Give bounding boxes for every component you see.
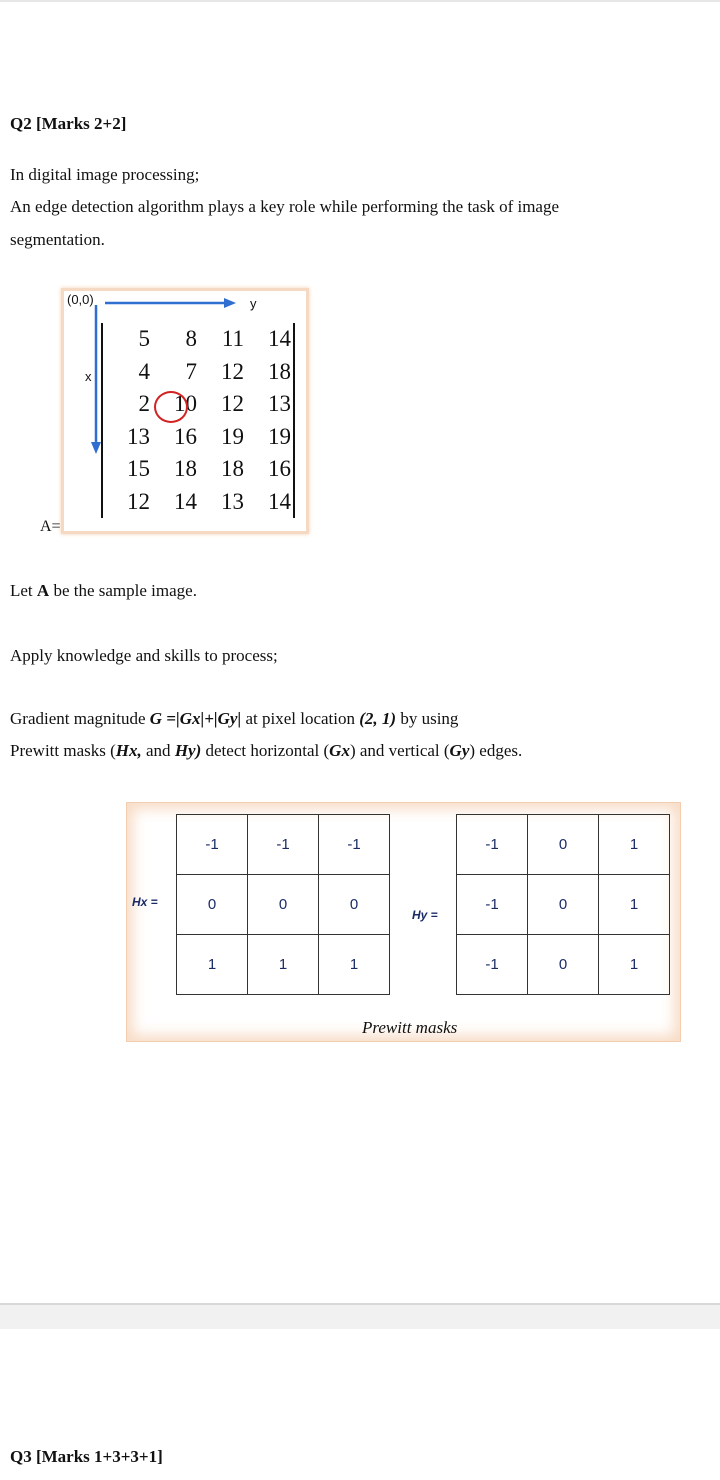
matrix-cell	[244, 424, 291, 450]
matrix-cell	[197, 359, 244, 385]
y-arrow-head	[224, 298, 236, 308]
gradient-suffix: by using	[396, 709, 459, 728]
prewitt-hx: Hx,	[115, 741, 142, 760]
prewitt-d: ) and vertical (	[349, 741, 450, 760]
sample-suffix: be the sample image.	[49, 581, 197, 600]
hx-cell: -1	[248, 815, 319, 875]
highlight-circle	[154, 391, 188, 423]
hy-cell: 1	[599, 815, 670, 875]
prewitt-gy: Gy	[449, 741, 470, 760]
matrix-cell	[244, 489, 291, 515]
matrix-cell	[197, 326, 244, 352]
matrix-value: 16	[268, 456, 291, 482]
prewitt-e: ) edges.	[469, 741, 523, 760]
matrix-cell	[103, 359, 150, 385]
matrix-value: 14	[268, 488, 291, 514]
hx-cell: 0	[248, 875, 319, 935]
hy-label: Hy =	[412, 908, 438, 922]
matrix-cell	[103, 424, 150, 450]
hy-cell: 0	[528, 935, 599, 995]
matrix-cell	[103, 326, 150, 352]
matrix-value: 8	[185, 326, 197, 352]
hx-row	[177, 875, 390, 935]
intro-line-3: segmentation.	[10, 230, 105, 249]
hy-row	[457, 935, 670, 995]
prewitt-b: and	[141, 741, 175, 760]
matrix-value: 11	[221, 326, 244, 352]
hx-cell: 0	[177, 875, 248, 935]
hy-row	[457, 815, 670, 875]
matrix-value: 18	[268, 358, 291, 384]
matrix-cell	[244, 326, 291, 352]
matrix-cell	[103, 456, 150, 482]
matrix-value: 2	[138, 391, 150, 417]
hx-row	[177, 815, 390, 875]
matrix-values	[101, 323, 295, 518]
sample-prefix: Let	[10, 581, 37, 600]
origin-label: (0,0)	[67, 292, 94, 307]
matrix-cell	[244, 391, 291, 417]
matrix-value: 13	[221, 488, 244, 514]
hy-cell: 1	[599, 935, 670, 995]
intro-line-2: An edge detection algorithm plays a key role while performing the task of image	[10, 197, 560, 216]
matrix-cell	[103, 391, 150, 417]
matrix-value: 12	[221, 358, 244, 384]
prewitt-c: detect horizontal (	[201, 741, 330, 760]
matrix-value: 19	[268, 423, 291, 449]
matrix-value: 19	[221, 423, 244, 449]
matrix-cell	[150, 489, 197, 515]
hx-cell: 1	[319, 935, 390, 995]
q2-heading: Q2 [Marks 2+2]	[10, 114, 127, 133]
x-arrow-head	[91, 442, 101, 454]
hy-cell: 0	[528, 875, 599, 935]
hx-row	[177, 935, 390, 995]
sample-bold: A	[36, 581, 50, 600]
matrix-cell	[150, 424, 197, 450]
matrix-row	[103, 421, 293, 454]
matrix-row	[103, 486, 293, 519]
matrix-cell	[197, 489, 244, 515]
prewitt-a: Prewitt masks (	[10, 741, 116, 760]
matrix-value: 14	[268, 326, 291, 352]
matrix-cell	[150, 359, 197, 385]
hy-cell: 0	[528, 815, 599, 875]
q3-heading: Q3 [Marks 1+3+3+1]	[10, 1447, 163, 1466]
hy-cell: -1	[457, 815, 528, 875]
apply-text: Apply knowledge and skills to process;	[10, 646, 278, 665]
matrix-row	[103, 356, 293, 389]
hx-mask	[176, 814, 390, 995]
prewitt-hy: Hy)	[174, 741, 202, 760]
hy-mask	[456, 814, 670, 995]
matrix-cell	[244, 456, 291, 482]
hx-cell: 0	[319, 875, 390, 935]
matrix-value: 7	[185, 358, 197, 384]
gradient-prefix: Gradient magnitude	[10, 709, 150, 728]
hy-cell: -1	[457, 935, 528, 995]
matrix-value: 18	[174, 456, 197, 482]
hx-cell: -1	[319, 815, 390, 875]
prewitt-gx: Gx	[329, 741, 350, 760]
intro-line-1: In digital image processing;	[10, 165, 200, 184]
top-divider	[0, 0, 720, 2]
matrix-value: 12	[127, 488, 150, 514]
hy-cell: 1	[599, 875, 670, 935]
matrix-value: 13	[268, 391, 291, 417]
page-break	[0, 1303, 720, 1329]
hx-cell: 1	[248, 935, 319, 995]
matrix-cell	[197, 391, 244, 417]
matrix-value: 4	[138, 358, 150, 384]
prewitt-text	[10, 740, 522, 762]
gradient-mid: at pixel location	[241, 709, 360, 728]
x-axis-label: x	[85, 369, 92, 384]
hx-cell: -1	[177, 815, 248, 875]
matrix-value: 15	[127, 456, 150, 482]
gradient-formula: G =|Gx|+|Gy|	[149, 709, 242, 728]
matrix-value: 10	[174, 391, 197, 417]
prewitt-caption: Prewitt masks	[362, 1018, 458, 1037]
matrix-cell	[150, 456, 197, 482]
matrix-cell	[103, 489, 150, 515]
sample-text	[10, 580, 197, 602]
hx-cell: 1	[177, 935, 248, 995]
matrix-cell	[150, 326, 197, 352]
matrix-cell	[244, 359, 291, 385]
matrix-row	[103, 453, 293, 486]
matrix-cell	[197, 456, 244, 482]
hy-row	[457, 875, 670, 935]
matrix-row	[103, 323, 293, 356]
matrix-value: 13	[127, 423, 150, 449]
matrix-value: 12	[221, 391, 244, 417]
matrix-value: 18	[221, 456, 244, 482]
y-axis-label: y	[250, 296, 257, 311]
matrix-value: 5	[138, 326, 150, 352]
gradient-text	[10, 708, 458, 730]
hy-cell: -1	[457, 875, 528, 935]
matrix-value: 16	[174, 423, 197, 449]
matrix-a-label: A=	[40, 518, 61, 535]
matrix-cell	[197, 424, 244, 450]
matrix-value: 14	[174, 488, 197, 514]
matrix-row	[103, 388, 293, 421]
gradient-location: (2, 1)	[359, 709, 397, 728]
hx-label: Hx =	[132, 895, 158, 909]
